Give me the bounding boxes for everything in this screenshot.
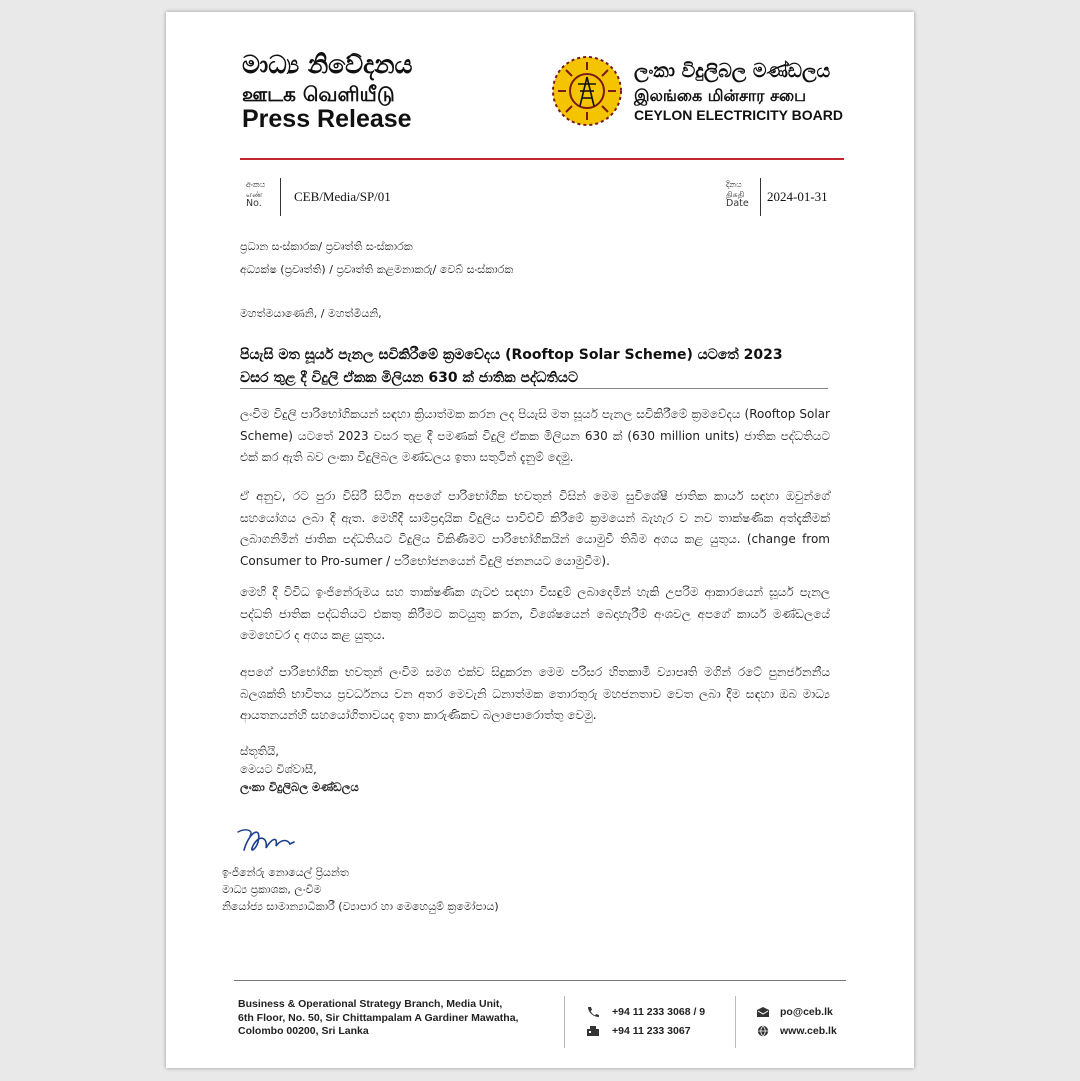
press-release-page [166,12,914,1068]
body-paragraph-3: මෙහි දී විවිධ ඉංජිනේරුමය සහ තාක්ෂණික ගැටළු සඳහා විසඳුම් ලබාදෙමින් හැකි උපරිම ආකාරයෙන් සූර්ය පැනල පද්ධති ජාතික පද්ධතියට එකතු කිරීමට කටයුතු කරන, විශේෂයෙන් බෙදාහැරීම් අංශවල අපගේ කාර්ය මණ්ඩලයේ මෙහෙවර ද අගය කළ යුතුය. [240,585,830,642]
closing-thanks: ස්තූතියි, [240,744,279,758]
reference-brace [280,178,289,216]
signatory-title-2: නියෝජ්‍ය සාමාන්‍යාධිකාරී (ව්‍යාපාර හා මෙහෙයුම් ක්‍රමෝපාය) [222,900,499,913]
ceb-logo-icon [552,56,622,126]
header-divider [240,158,844,160]
subject-underline [240,388,828,389]
reference-label-ta: எண் [246,189,263,199]
footer-separator [564,996,565,1048]
press-release-title-sinhala: මාධ්‍ය නිවේදනය [242,50,413,79]
reference-label [246,180,265,209]
subject-line-2: වසර තුළ දී විදුලි ඒකක මිලියන 630 ක් ජාතික පද්ධතියට [240,370,579,386]
closing-org: ලංකා විදුලිබල මණ්ඩලය [240,780,359,794]
signatory-block [222,864,499,915]
footer-address-line-1: Business & Operational Strategy Branch, Media Unit, [238,998,503,1010]
body-paragraph-4: අපගේ පාරිභෝගික භවතුන් ලංවිම සමග එක්ව සිදුකරන මෙම පරිසර හිතකාමී ව්‍යාපෘති මගින් රටේ පුනර්ජනනීය බලශක්ති භාවිතය ප්‍රවර්ධනය වන අතර මෙවැනි ධනාත්මක තොරතුරු මහජනතාව වෙත ලබා දීම සඳහා ඔබ මාධ්‍ය ආයතනයන්හි සහයෝගිතාවයද ඉතා කාරුණිකව බලාපොරොත්තු වෙමු. [240,665,830,722]
footer-separator [735,996,736,1048]
phone-icon [586,1006,600,1018]
press-release-title-tamil: ஊடக வெளியீடு [242,82,395,106]
globe-icon [756,1025,770,1037]
signature-image [232,820,312,864]
footer-email[interactable]: po@ceb.lk [780,1006,833,1018]
date-label-en: Date [726,198,749,209]
org-name-tamil: இலங்கை மின்சார சபை [634,86,807,105]
date-label-si: දිනය [726,180,742,189]
reference-number: CEB/Media/SP/01 [294,189,391,204]
footer-divider [234,980,846,981]
body-paragraph-2: ඒ අනුව, රට පුරා විසිරී සිටින අපගේ පාරිභෝගික භවතුන් විසින් මෙම සුවිශේෂී ජාතික කාර්ය සඳහා ඔවුන්ගේ සහයෝගය ලබා දී ඇත. මෙහිදී සාම්ප්‍රදායික විදුලිය පාවිච්චි කිරීමේ ක්‍රමයෙන් බැහැර ව නව තාක්ෂණික අත්දැකීමක් ලබාගනිමින් ජාතික පද්ධතියට විදුලිය විකිණීමට පාරිභෝගිකයින් යොමුවී තිබීම අගය කළ යුතුය. (change from Consumer to Pro-sumer / පරිභෝජනයෙන් විදුලි ජනනයට යොමුවීම). [240,489,830,568]
recipients-line-2: අධ්‍යක්ෂ (ප්‍රවෘත්ති) / ප්‍රවෘත්ති කළමනාකරු/ වෙබ් සංස්කාරක [240,263,514,276]
reference-label-si: අංකය [246,180,266,189]
closing-block [240,742,359,796]
body-paragraph-1: ලංවිම විදුලි පාරිභෝගිකයන් සඳහා ක්‍රියාත්මක කරන ලද පියැසි මත සූර්ය පැනල සවිකිරීමේ ක්‍රමවේදය (Rooftop Solar Scheme) යටතේ 2023 වසර තුළ දී පමණක් විදුලි ඒකක මිලියන 630 ක් (630 million units) ජාතික පද්ධතියට එක් කර ඇති බව ලංකා විදුලිබල මණ්ඩලය ඉතා සතුටින් දැනුම් දෙමු. [240,407,830,464]
footer-website[interactable]: www.ceb.lk [780,1025,837,1037]
footer-phone: +94 11 233 3068 / 9 [612,1006,706,1018]
press-release-title-english: Press Release [242,105,412,133]
date-label [726,180,749,209]
org-name-english: CEYLON ELECTRICITY BOARD [634,107,843,123]
closing-faithfully: මෙයට විශ්වාසී, [240,762,317,776]
footer-address [238,998,518,1039]
signatory-title-1: මාධ්‍ය ප්‍රකාශක, ලංවිම [222,883,322,896]
recipients-line-1: ප්‍රධාන සංස්කාරක/ ප්‍රවෘත්ති සංස්කාරක [240,240,413,253]
date-value: 2024-01-31 [767,189,828,204]
date-label-ta: திகதி [726,189,745,199]
salutation: මහත්මයාණෙනි, / මහත්මියනි, [240,307,382,320]
subject-heading [240,344,844,390]
footer-address-line-3: Colombo 00200, Sri Lanka [238,1025,369,1037]
org-name-sinhala: ලංකා විදුලිබල මණ්ඩලය [634,60,831,82]
signatory-name: ඉංජිනේරු නොයෙල් ප්‍රියන්ත [222,866,349,879]
email-icon [756,1006,770,1018]
footer-address-line-2: 6th Floor, No. 50, Sir Chittampalam A Gardiner Mawatha, [238,1011,519,1024]
footer-fax: +94 11 233 3067 [612,1025,691,1037]
subject-line-1: පියැසි මත සූර්ය පැනල සවිකිරීමේ ක්‍රමවේදය (Rooftop Solar Scheme) යටතේ 2023 [240,347,783,363]
fax-icon [586,1025,600,1037]
reference-label-en: No. [246,198,262,209]
